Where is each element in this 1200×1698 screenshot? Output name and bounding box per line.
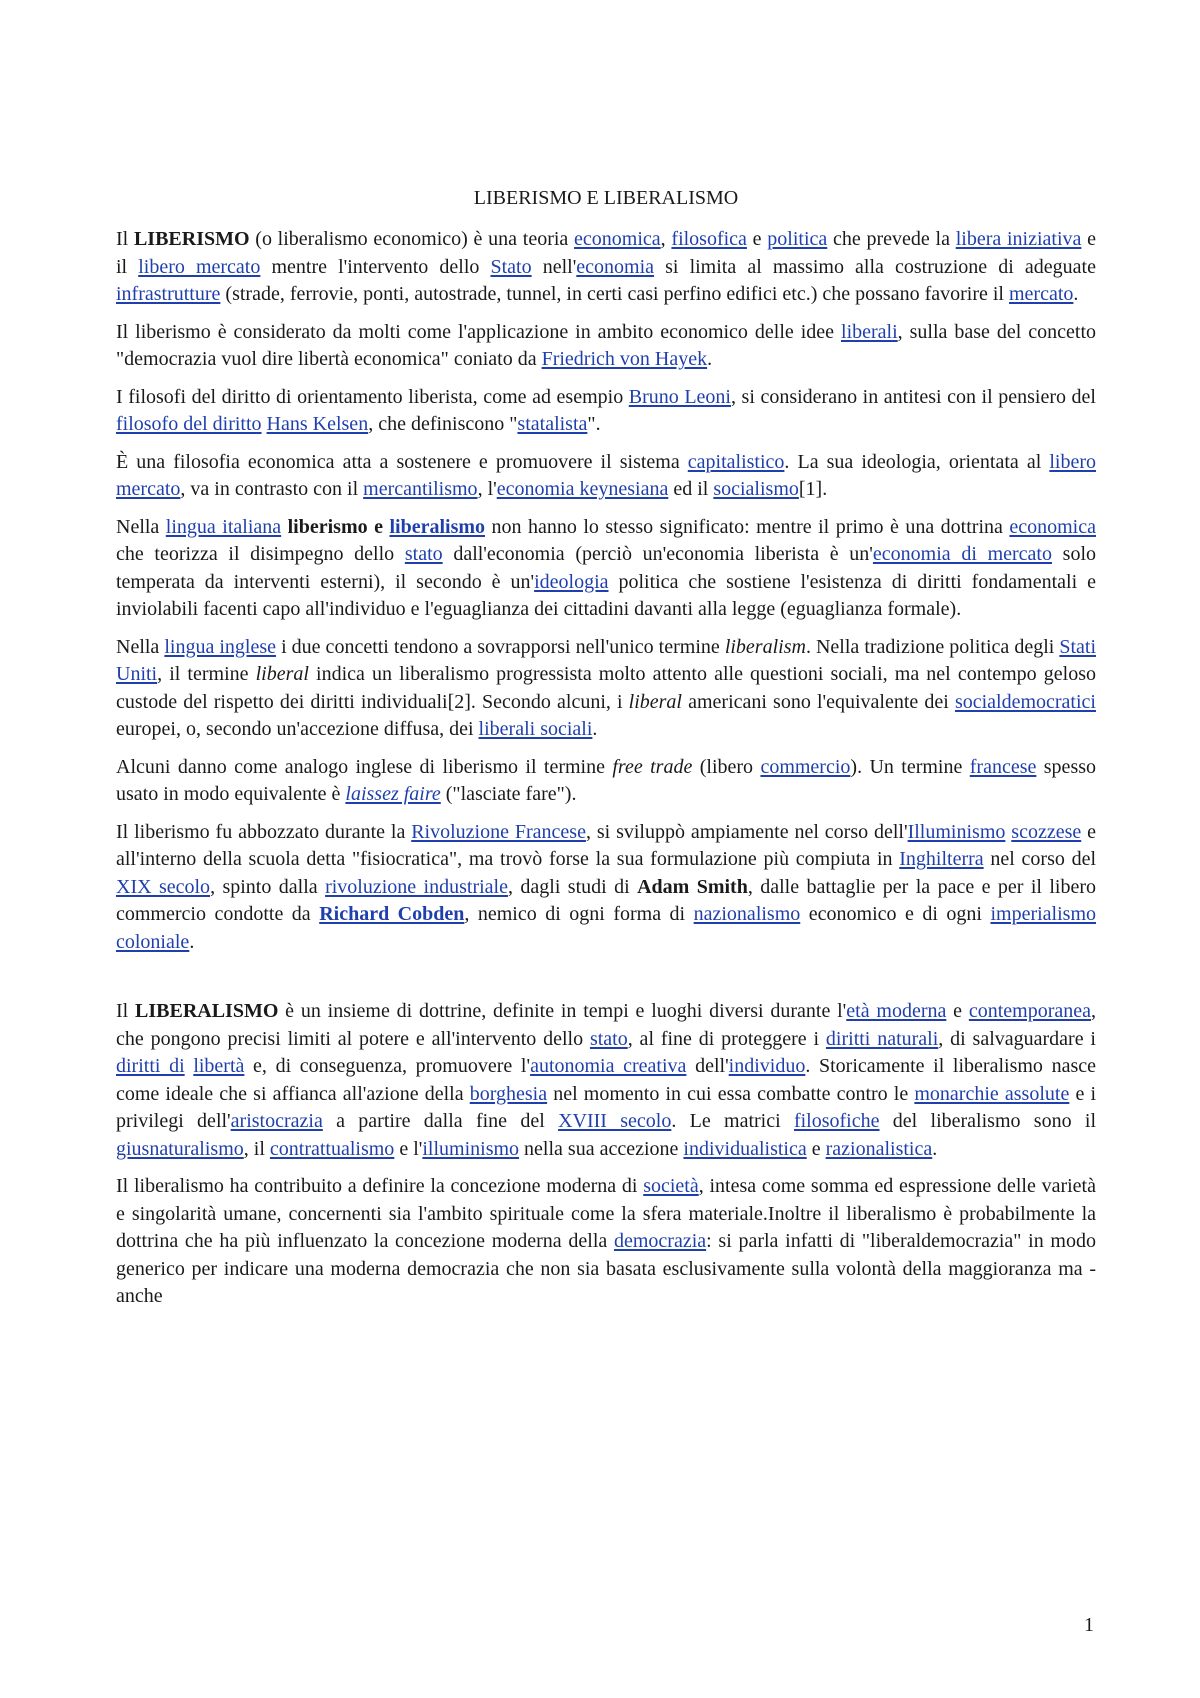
wiki-link[interactable]: libertà bbox=[193, 1055, 245, 1077]
wiki-link[interactable]: statalista bbox=[517, 413, 588, 435]
wiki-link[interactable]: libero mercato bbox=[138, 255, 261, 278]
wiki-link[interactable]: Stato bbox=[490, 255, 532, 278]
wiki-link[interactable]: economia keynesiana bbox=[496, 478, 669, 500]
wiki-link[interactable]: democrazia bbox=[613, 1230, 707, 1252]
wiki-link[interactable]: economia di mercato bbox=[872, 543, 1052, 565]
wiki-link[interactable]: filosofiche bbox=[793, 1110, 880, 1132]
wiki-link[interactable]: età moderna bbox=[846, 1000, 947, 1022]
wiki-link[interactable]: economica bbox=[574, 228, 661, 250]
wiki-link[interactable]: Stati Uniti bbox=[116, 635, 1097, 685]
wiki-link[interactable]: Friedrich von Hayek bbox=[541, 348, 708, 370]
paragraph-liberalismo-definition: Il LIBERALISMO è un insieme di dottrine, definite in tempi e luoghi diversi durante l'età moderna e contemporanea, che pongono precisi limiti al potere e all'intervento dello stato, al fine di proteggere i diritti naturali, di salvaguardare i diritti di libertà e, di conseguenza, promuovere l'autonomia creativa dell'individuo. Storicamente il liberalismo nasce come ideale che si affianca all'azione della borghesia nel momento in cui essa combatte contro le monarchie assolute e i privilegi dell'aristocrazia a partire dalla fine del XVIII secolo. Le matrici filosofiche del liberalismo sono il giusnaturalismo, il contrattualismo e l'illuminismo nella sua accezione individualistica e razionalistica. bbox=[116, 1000, 1097, 1160]
wiki-link[interactable]: commercio bbox=[760, 755, 851, 778]
wiki-link[interactable]: liberali sociali bbox=[478, 718, 593, 740]
wiki-link[interactable]: rivoluzione industriale bbox=[325, 875, 508, 898]
paragraph-liberismo-definition: Il LIBERISMO (o liberalismo economico) è una teoria economica, filosofica e politica che prevede la libera iniziativa e il libero mercato mentre l'intervento dello Stato nell'economia si limita al massimo alla costruzione di adeguate infrastrutture (strade, ferrovie, ponti, autostrade, tunnel, in certi casi perfino edifici etc.) che possano favorire il mercato. bbox=[116, 228, 1097, 305]
wiki-link[interactable]: ideologia bbox=[534, 570, 609, 593]
wiki-link[interactable]: economica bbox=[1009, 515, 1096, 538]
wiki-link[interactable]: socialdemocratici bbox=[954, 690, 1096, 713]
wiki-link[interactable]: Hans Kelsen bbox=[266, 413, 369, 435]
wiki-link[interactable]: stato bbox=[404, 543, 443, 565]
wiki-link[interactable]: Inghilterra bbox=[899, 848, 984, 870]
wiki-link[interactable]: lingua inglese bbox=[164, 635, 277, 658]
wiki-link[interactable]: diritti naturali bbox=[825, 1027, 939, 1050]
wiki-link[interactable]: laissez faire bbox=[345, 783, 441, 805]
document-title: LIBERISMO E LIBERALISMO bbox=[473, 187, 739, 209]
wiki-link[interactable]: imperialismo bbox=[990, 903, 1097, 925]
wiki-link[interactable]: mercato bbox=[1009, 283, 1074, 305]
wiki-link[interactable]: borghesia bbox=[469, 1082, 548, 1105]
wiki-link[interactable]: socialismo bbox=[713, 478, 799, 500]
bold-text: Adam Smith bbox=[637, 875, 748, 898]
wiki-link[interactable]: illuminismo bbox=[422, 1137, 520, 1160]
wiki-link[interactable]: società bbox=[643, 1175, 699, 1197]
wiki-link[interactable]: libero mercato bbox=[116, 450, 1096, 500]
wiki-link[interactable]: nazionalismo bbox=[693, 903, 801, 925]
italic-text: liberalism bbox=[724, 635, 806, 658]
italic-text: free trade bbox=[612, 755, 693, 778]
wiki-link[interactable]: liberali bbox=[841, 320, 898, 343]
wiki-link[interactable]: politica bbox=[767, 228, 828, 250]
wiki-link[interactable]: filosofo del diritto bbox=[116, 413, 262, 435]
wiki-link[interactable]: autonomia creativa bbox=[530, 1055, 687, 1077]
wiki-link[interactable]: XIX secolo bbox=[116, 875, 211, 898]
wiki-link[interactable]: diritti di bbox=[116, 1055, 185, 1077]
paragraph-english-language: Nella lingua inglese i due concetti tendono a sovrapporsi nell'unico termine liberalism. Nella tradizione politica degli Stati Uniti, il termine liberal indica un liberalismo progressista molto attento alle questioni sociali, ma nel contempo geloso custode del rispetto dei diritti individuali[2]. Secondo alcuni, i liberal americani sono l'equivalente dei socialdemocratici europei, o, secondo un'accezione diffusa, dei liberali sociali. bbox=[116, 635, 1097, 740]
paragraph-philosophers-of-law: I filosofi del diritto di orientamento liberista, come ad esempio Bruno Leoni, si considerano in antitesi con il pensiero del filosofo del diritto Hans Kelsen, che definiscono "statalista". bbox=[116, 385, 1096, 435]
wiki-link[interactable]: Bruno Leoni bbox=[628, 385, 731, 408]
wiki-link[interactable]: Richard Cobden bbox=[319, 903, 465, 925]
wiki-link[interactable]: scozzese bbox=[1011, 820, 1082, 843]
wiki-link[interactable]: economia bbox=[576, 255, 655, 278]
paragraph-liberismo-history: Il liberismo fu abbozzato durante la Rivoluzione Francese, si sviluppò ampiamente nel corso dell'Illuminismo scozzese e all'interno della scuola detta "fisiocratica", ma trovò forse la sua formulazione più compiuta in Inghilterra nel corso del XIX secolo, spinto dalla rivoluzione industriale, dagli studi di Adam Smith, dalle battaglie per la pace e per il libero commercio condotte da Richard Cobden, nemico di ogni forma di nazionalismo economico e di ogni imperialismo coloniale. bbox=[116, 820, 1097, 953]
page-number: 1 bbox=[1084, 1614, 1094, 1636]
wiki-link[interactable]: aristocrazia bbox=[230, 1110, 323, 1132]
wiki-link[interactable]: Rivoluzione Francese bbox=[411, 820, 586, 843]
wiki-link[interactable]: libera iniziativa bbox=[955, 228, 1082, 250]
document-page bbox=[116, 184, 1096, 1321]
paragraph-free-trade: Alcuni danno come analogo inglese di liberismo il termine free trade (libero commercio). Un termine francese spesso usato in modo equivalente è laissez faire ("lasciate fare"). bbox=[116, 755, 1097, 805]
wiki-link[interactable]: francese bbox=[969, 755, 1037, 778]
wiki-link[interactable]: coloniale bbox=[116, 930, 190, 953]
wiki-link[interactable]: infrastrutture bbox=[116, 283, 221, 305]
bold-text: liberismo bbox=[287, 515, 368, 538]
wiki-link[interactable]: mercantilismo bbox=[363, 478, 478, 500]
wiki-link[interactable]: contrattualismo bbox=[269, 1137, 395, 1160]
wiki-link[interactable]: XVIII secolo bbox=[558, 1110, 672, 1132]
wiki-link[interactable]: filosofica bbox=[671, 228, 747, 250]
wiki-link[interactable]: Illuminismo bbox=[907, 820, 1006, 843]
wiki-link[interactable]: lingua italiana bbox=[165, 515, 282, 538]
wiki-link[interactable]: contemporanea bbox=[968, 1000, 1091, 1022]
bold-text: LIBERISMO bbox=[133, 228, 250, 250]
italic-text: liberal bbox=[628, 690, 682, 713]
wiki-link[interactable]: individualistica bbox=[683, 1137, 807, 1160]
bold-text: LIBERALISMO bbox=[135, 1000, 279, 1022]
wiki-link[interactable]: individuo bbox=[728, 1055, 806, 1077]
wiki-link[interactable]: razionalistica bbox=[825, 1137, 933, 1160]
paragraph-liberalismo-society: Il liberalismo ha contribuito a definire la concezione moderna di società, intesa come somma ed espressione delle varietà e singolarità umane, concernenti sia l'ambito spirituale come la sfera materiale.Inoltre il liberalismo è probabilmente la dottrina che ha più influenzato la concezione moderna della democrazia: si parla infatti di "liberaldemocrazia" in modo generico per indicare una moderna democrazia che non sia basata esclusivamente sulla volontà della maggioranza ma - anche bbox=[116, 1175, 1096, 1307]
wiki-link[interactable]: capitalistico bbox=[687, 450, 785, 473]
italic-text: liberal bbox=[255, 663, 309, 685]
bold-text: e bbox=[367, 515, 390, 538]
paragraph-liberismo-liberal-ideas: Il liberismo è considerato da molti come l'applicazione in ambito economico delle idee liberali, sulla base del concetto "democrazia vuol dire libertà economica" coniato da Friedrich von Hayek. bbox=[116, 320, 1096, 370]
wiki-link[interactable]: monarchie assolute bbox=[914, 1082, 1070, 1105]
paragraph-italian-language: Nella lingua italiana liberismo e liberalismo non hanno lo stesso significato: mentre il primo è una dottrina economica che teorizza il disimpegno dello stato dall'economia (perciò un'economia liberista è un'economia di mercato solo temperata da interventi esterni), il secondo è un'ideologia politica che sostiene l'esistenza di diritti fondamentali e inviolabili facenti capo all'individuo e l'eguaglianza dei cittadini davanti alla legge (eguaglianza formale). bbox=[116, 515, 1096, 620]
wiki-link[interactable]: liberalismo bbox=[389, 515, 486, 538]
wiki-link[interactable]: giusnaturalismo bbox=[116, 1137, 244, 1160]
wiki-link[interactable]: stato bbox=[589, 1027, 628, 1050]
paragraph-capitalist-system: È una filosofia economica atta a sostenere e promuovere il sistema capitalistico. La sua ideologia, orientata al libero mercato, va in contrasto con il mercantilismo, l'economia keynesiana ed il socialismo[1]. bbox=[116, 450, 1096, 500]
